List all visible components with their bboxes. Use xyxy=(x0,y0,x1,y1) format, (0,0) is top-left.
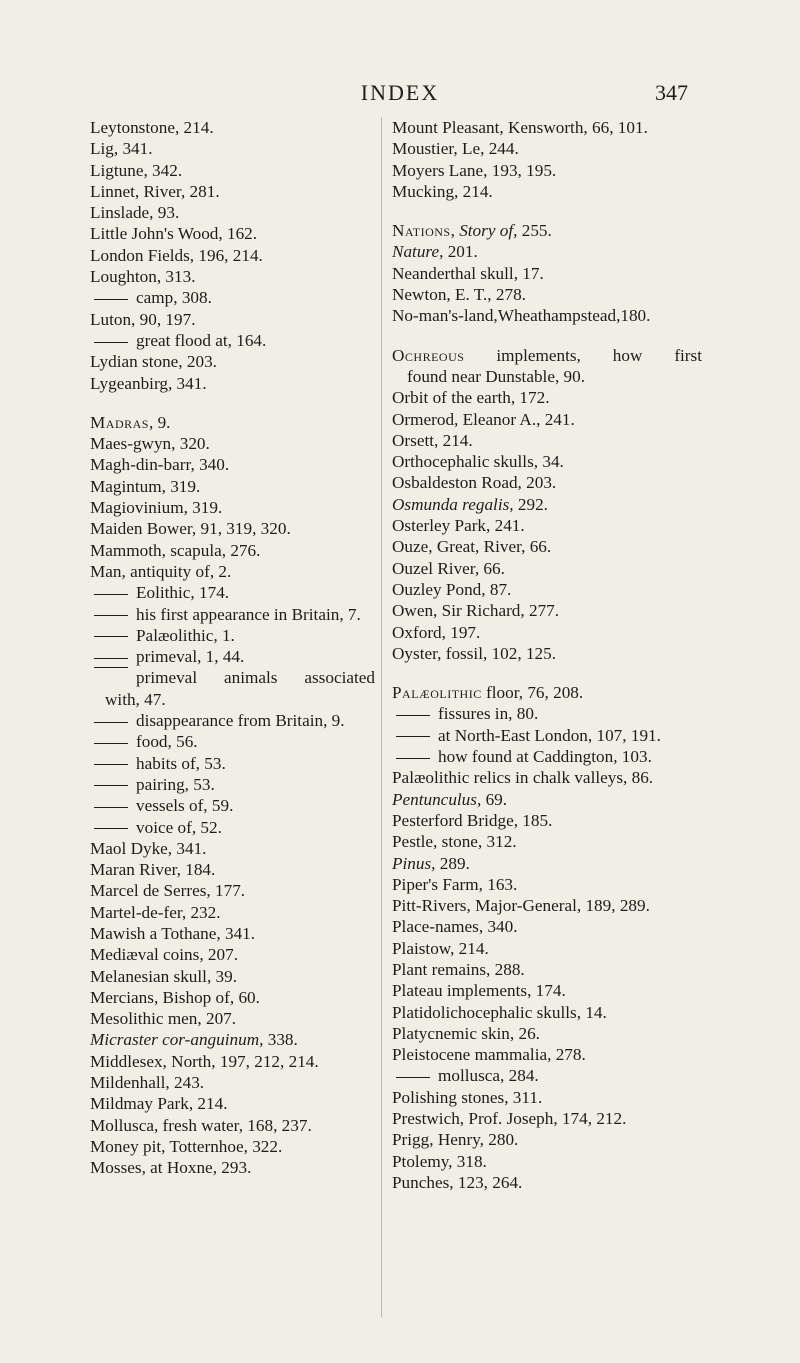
index-entry: Piper's Farm, 163. xyxy=(392,874,518,894)
index-entry: Oxford, 197. xyxy=(392,622,481,642)
index-entry: Linnet, River, 281. xyxy=(90,181,220,201)
ditto-dash xyxy=(396,758,430,759)
index-entry: Palæolithic relics in chalk valleys, 86. xyxy=(392,768,654,788)
ditto-dash xyxy=(396,715,430,716)
letter-gap xyxy=(392,202,702,220)
index-column-left xyxy=(90,117,375,1179)
index-entry: Osterley Park, 241. xyxy=(392,516,525,536)
subentry-text: disappearance from Britain, 9. xyxy=(136,711,345,731)
ditto-dash xyxy=(94,658,128,659)
column-divider xyxy=(381,117,382,1317)
index-entry: Mount Pleasant, Kensworth, 66, 101. xyxy=(392,118,648,137)
index-subentry xyxy=(392,1065,702,1086)
index-entry: Plaistow, 214. xyxy=(392,938,489,958)
index-entry: Nations, Story of, 255. xyxy=(392,221,552,241)
index-entry: Prestwich, Prof. Joseph, 174, 212. xyxy=(392,1109,627,1129)
subentry-text: at North-East London, 107, 191. xyxy=(438,725,661,745)
subentry-word: associated xyxy=(304,668,375,688)
ditto-dash xyxy=(94,722,128,723)
entry-rest: 289. xyxy=(435,853,470,873)
entry-rest: 69. xyxy=(481,789,508,809)
index-subentry xyxy=(90,287,375,308)
entry-italic-title: Story of, xyxy=(459,221,518,241)
index-entry: London Fields, 196, 214. xyxy=(90,245,263,265)
index-entry: Maran River, 184. xyxy=(90,860,216,880)
subentry-word: animals xyxy=(223,668,278,688)
index-entry: Orbit of the earth, 172. xyxy=(392,388,550,408)
subentry-text: pairing, 53. xyxy=(136,774,215,794)
index-entry: Linslade, 93. xyxy=(90,203,180,223)
index-entry: Ouzel River, 66. xyxy=(392,558,505,578)
subentry-text: food, 56. xyxy=(136,732,198,752)
index-entry: Pleistocene mammalia, 278. xyxy=(392,1045,586,1065)
ditto-dash xyxy=(94,615,128,616)
index-entry xyxy=(392,682,702,703)
index-entry: Ouze, Great, River, 66. xyxy=(392,537,552,557)
entry-rest: 201. xyxy=(443,242,478,262)
ditto-dash xyxy=(396,1077,430,1078)
index-entry: Leytonstone, 214. xyxy=(90,118,214,137)
index-subentry xyxy=(90,667,375,688)
ditto-dash xyxy=(396,736,430,737)
index-entry: Ouzley Pond, 87. xyxy=(392,579,512,599)
subentry-text: primeval, 1, 44. xyxy=(136,647,245,667)
entry-lead-smallcaps: Madras xyxy=(90,412,149,432)
index-subentry xyxy=(90,330,375,351)
index-entry xyxy=(90,412,375,433)
index-entry: Newton, E. T., 278. xyxy=(392,285,526,305)
index-subentry xyxy=(90,604,375,625)
running-title: INDEX xyxy=(360,80,440,105)
subentry-text: how found at Caddington, 103. xyxy=(438,747,652,767)
entry-word: how xyxy=(612,345,643,365)
ditto-dash xyxy=(94,807,128,808)
entry-rest: 338. xyxy=(263,1030,298,1050)
entry-word: first xyxy=(674,345,702,365)
index-entry: Maiden Bower, 91, 319, 320. xyxy=(90,519,291,539)
page-header xyxy=(0,80,800,110)
index-subentry xyxy=(90,582,375,603)
index-entry: Orthocephalic skulls, 34. xyxy=(392,452,564,472)
entry-italic-name: Nature, xyxy=(392,242,444,262)
index-entry: Middlesex, North, 197, 212, 214. xyxy=(90,1051,319,1071)
index-entry: Mosses, at Hoxne, 293. xyxy=(90,1158,252,1178)
index-entry: Orsett, 214. xyxy=(392,430,473,450)
page-number: 347 xyxy=(655,80,688,105)
index-entry: Moustier, Le, 244. xyxy=(392,139,519,159)
letter-gap xyxy=(90,394,375,412)
index-subentry xyxy=(90,731,375,752)
index-entry: Moyers Lane, 193, 195. xyxy=(392,160,557,180)
index-entry: Pitt-Rivers, Major-General, 189, 289. xyxy=(392,896,650,916)
index-entry xyxy=(392,789,702,810)
index-entry: Platidolichocephalic skulls, 14. xyxy=(392,1002,607,1022)
index-entry: Mesolithic men, 207. xyxy=(90,1009,237,1029)
subentry-text: his first appearance in Britain, 7. xyxy=(136,604,361,624)
index-entry: Martel-de-fer, 232. xyxy=(90,902,221,922)
subentry-text: fissures in, 80. xyxy=(438,704,539,724)
index-column-right xyxy=(384,117,702,1193)
index-entry: Place-names, 340. xyxy=(392,917,518,937)
subentry-text: Eolithic, 174. xyxy=(136,583,230,603)
entry-rest: floor, 76, 208. xyxy=(481,683,584,703)
index-entry: Mollusca, fresh water, 168, 237. xyxy=(90,1115,312,1135)
index-subentry xyxy=(392,746,702,767)
index-entry xyxy=(392,853,702,874)
subentry-text: voice of, 52. xyxy=(136,817,222,837)
index-entry xyxy=(392,345,702,366)
entry-italic-name: Pinus, xyxy=(392,853,436,873)
index-entry: Osbaldeston Road, 203. xyxy=(392,473,557,493)
ditto-dash xyxy=(94,299,128,300)
index-entry: Pestle, stone, 312. xyxy=(392,832,517,852)
ditto-dash xyxy=(94,636,128,637)
index-entry: Plant remains, 288. xyxy=(392,959,525,979)
index-entry xyxy=(392,241,702,262)
index-entry: Lygeanbirg, 341. xyxy=(90,373,207,393)
index-subentry xyxy=(90,753,375,774)
index-entry: Mawish a Tothane, 341. xyxy=(90,923,256,943)
ditto-dash xyxy=(94,785,128,786)
index-entry: Mildenhall, 243. xyxy=(90,1073,205,1093)
entry-lead-smallcaps: Palæolithic xyxy=(392,683,482,703)
index-entry-continuation: found near Dunstable, 90. xyxy=(407,366,586,386)
index-entry: Ormerod, Eleanor A., 241. xyxy=(392,409,575,429)
index-entry: Melanesian skull, 39. xyxy=(90,966,238,986)
index-entry: Lydian stone, 203. xyxy=(90,352,217,372)
index-entry xyxy=(90,1029,375,1050)
subentry-text: habits of, 53. xyxy=(136,753,226,773)
index-entry: Man, antiquity of, 2. xyxy=(90,561,232,581)
index-subentry xyxy=(90,817,375,838)
index-entry: Prigg, Henry, 280. xyxy=(392,1130,519,1150)
index-entry: Loughton, 313. xyxy=(90,267,196,287)
ditto-dash xyxy=(94,342,128,343)
index-entry: Ligtune, 342. xyxy=(90,160,183,180)
index-entry: Pesterford Bridge, 185. xyxy=(392,810,553,830)
index-entry: Mildmay Park, 214. xyxy=(90,1094,228,1114)
index-subentry xyxy=(392,703,702,724)
index-entry: Ptolemy, 318. xyxy=(392,1151,487,1171)
index-subentry xyxy=(90,774,375,795)
subentry-text: great flood at, 164. xyxy=(136,330,267,350)
index-entry: Oyster, fossil, 102, 125. xyxy=(392,643,557,663)
index-entry: Owen, Sir Richard, 277. xyxy=(392,601,560,621)
index-entry: Punches, 123, 264. xyxy=(392,1172,523,1192)
entry-lead-smallcaps: Nations xyxy=(392,221,451,241)
index-entry: Mediæval coins, 207. xyxy=(90,945,238,965)
ditto-dash xyxy=(94,828,128,829)
index-subentry xyxy=(90,625,375,646)
index-subentry xyxy=(90,795,375,816)
index-entry: Money pit, Totternhoe, 322. xyxy=(90,1136,283,1156)
index-entry: Plateau implements, 174. xyxy=(392,981,566,1001)
index-subentry xyxy=(90,710,375,731)
entry-word: implements, xyxy=(496,345,581,365)
entry-rest: 292. xyxy=(513,494,548,514)
ditto-dash xyxy=(94,667,128,688)
subentry-word: primeval xyxy=(136,668,198,688)
subentry-text: camp, 308. xyxy=(136,288,212,308)
index-entry: Lig, 341. xyxy=(90,139,153,159)
index-entry: Mammoth, scapula, 276. xyxy=(90,540,261,560)
entry-italic-name: Micraster cor-anguinum, xyxy=(90,1030,264,1050)
index-entry: Little John's Wood, 162. xyxy=(90,224,258,244)
entry-lead-smallcaps: Ochreous xyxy=(392,345,465,365)
index-entry: Magh-din-barr, 340. xyxy=(90,455,230,475)
entry-italic-name: Pentunculus, xyxy=(392,789,482,809)
ditto-dash xyxy=(94,743,128,744)
ditto-dash xyxy=(94,594,128,595)
index-entry-continuation: with, 47. xyxy=(105,689,166,709)
subentry-text: mollusca, 284. xyxy=(438,1066,539,1086)
index-subentry xyxy=(90,646,375,667)
index-entry xyxy=(392,494,702,515)
index-entry: Magintum, 319. xyxy=(90,476,201,496)
subentry-text: vessels of, 59. xyxy=(136,796,234,816)
index-entry: Mucking, 214. xyxy=(392,181,493,201)
index-entry: Mercians, Bishop of, 60. xyxy=(90,987,260,1007)
index-entry: Luton, 90, 197. xyxy=(90,309,196,329)
index-entry: Maol Dyke, 341. xyxy=(90,838,207,858)
entry-italic-name: Osmunda regalis, xyxy=(392,494,514,514)
letter-gap xyxy=(392,327,702,345)
index-entry: Platycnemic skin, 26. xyxy=(392,1023,540,1043)
letter-gap xyxy=(392,664,702,682)
index-entry: No-man's-land,Wheathampstead,180. xyxy=(392,306,651,326)
ditto-dash xyxy=(94,764,128,765)
index-entry: Magiovinium, 319. xyxy=(90,498,223,518)
index-subentry xyxy=(392,725,702,746)
index-entry: Neanderthal skull, 17. xyxy=(392,263,544,283)
subentry-text: Palæolithic, 1. xyxy=(136,625,235,645)
entry-rest: , 9. xyxy=(148,412,171,432)
index-entry: Polishing stones, 311. xyxy=(392,1087,543,1107)
index-entry: Marcel de Serres, 177. xyxy=(90,881,246,901)
entry-rest: 255. xyxy=(517,221,552,241)
index-entry: Maes-gwyn, 320. xyxy=(90,434,210,454)
